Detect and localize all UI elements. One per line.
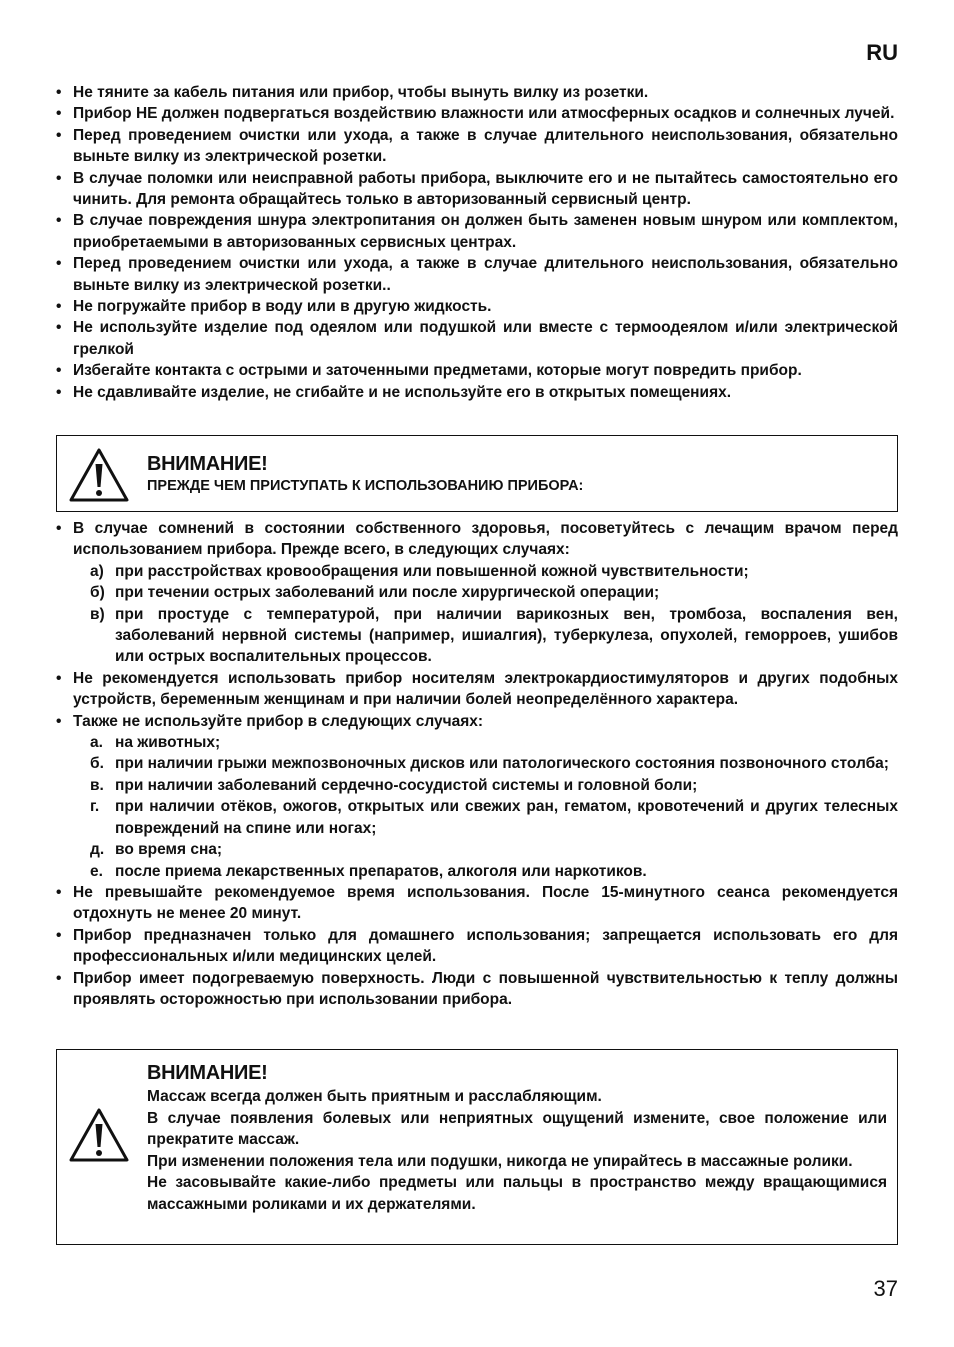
list-item: • Не рекомендуется использовать прибор носителям электрокардиостимуляторов и других подобных устройств, беременным женщинам и при наличии болей неопределённого характера. <box>56 668 898 711</box>
sub-list-text: во время сна; <box>115 841 223 859</box>
sub-list-marker: а) <box>90 562 104 580</box>
list-item <box>56 711 898 882</box>
sub-list-marker: б) <box>90 584 105 602</box>
list-item: • В случае повреждения шнура электропитания он должен быть заменен новым шнуром или комплектом, приобретаемыми в авторизованных сервисных центрах. <box>56 210 898 253</box>
sub-list-marker: е. <box>90 862 103 880</box>
list-item-text: В случае сомнений в состоянии собственного здоровья, посоветуйтесь с лечащим врачом перед использованием прибора. Прежде всего, в следующих случаях: <box>73 520 898 559</box>
list-item: • Перед проведением очистки или ухода, а также в случае длительного неиспользования, обязательно выньте вилку из электрической розетки.. <box>56 253 898 296</box>
page-number: 37 <box>873 1276 898 1301</box>
language-code: RU <box>866 40 898 65</box>
sub-list-text: при наличии отёков, ожогов, открытых или свежих ран, гематом, кровотечений и других телесных повреждений на спине или ногах; <box>115 798 898 837</box>
sub-list-item <box>90 796 898 839</box>
sub-list-item <box>90 604 898 668</box>
warning-box-before-use <box>56 435 898 512</box>
list-item: • Прибор предназначен только для домашнего использования; запрещается использовать его для профессиональных и/или медицинских целей. <box>56 925 898 968</box>
warning-body <box>147 1086 887 1215</box>
list-item: • Не превышайте рекомендуемое время использования. После 15-минутного сеанса рекомендуется отдохнуть не менее 20 минут. <box>56 882 898 925</box>
warning-paragraph: При изменении положения тела или подушки, никогда не упирайтесь в массажные ролики. <box>147 1152 853 1170</box>
sub-list-marker: б. <box>90 755 104 773</box>
list-item: • В случае поломки или неисправной работы прибора, выключите его и не пытайтесь самостоятельно его чинить. Для ремонта обращайтесь только в авторизованный сервисный центр. <box>56 168 898 211</box>
sub-list-text: при расстройствах кровообращения или повышенной кожной чувствительности; <box>115 562 749 580</box>
sub-list-item <box>90 753 898 774</box>
sub-list-item <box>90 839 898 860</box>
list-item-text: Также не используйте прибор в следующих случаях: <box>73 712 484 730</box>
sub-list-text: при наличии заболеваний сердечно-сосудистой системы и головной боли; <box>115 776 698 794</box>
warning-triangle-icon <box>67 1106 131 1164</box>
list-item: • Прибор НЕ должен подвергаться воздействию влажности или атмосферных осадков и солнечных лучей. <box>56 103 898 124</box>
list-item: • Перед проведением очистки или ухода, а также в случае длительного неиспользования, обязательно выньте вилку из электрической розетки. <box>56 125 898 168</box>
sub-list-item <box>90 775 898 796</box>
sub-list-text: при простуде с температурой, при наличии варикозных вен, тромбоза, воспаления вен, заболеваний нервной системы (например, ишиалгия), туберкулеза, опухолей, геморроев, ушибов или острых воспалительных процессов. <box>115 605 898 666</box>
warning-subtitle: ПРЕЖДЕ ЧЕМ ПРИСТУПАТЬ К ИСПОЛЬЗОВАНИЮ ПРИБОРА: <box>147 478 584 494</box>
list-item <box>56 518 898 668</box>
sub-list-text: при наличии грыжи межпозвоночных дисков или патологического состояния позвоночного столба; <box>115 755 889 773</box>
list-item: • Не тяните за кабель питания или прибор, чтобы вынуть вилку из розетки. <box>56 82 898 103</box>
list-item: • Не используйте изделие под одеялом или подушкой или вместе с термоодеялом и/или электрической грелкой <box>56 317 898 360</box>
safety-list-middle <box>56 518 898 1010</box>
sub-list-item <box>90 561 898 582</box>
warning-title: ВНИМАНИЕ! <box>147 453 268 475</box>
list-item: • Не погружайте прибор в воду или в другую жидкость. <box>56 296 898 317</box>
warning-title: ВНИМАНИЕ! <box>147 1062 268 1084</box>
sub-list-marker: в. <box>90 776 104 794</box>
sub-list-text: при течении острых заболеваний или после хирургической операции; <box>115 584 660 602</box>
sub-list-marker: г. <box>90 798 100 816</box>
list-item: • Не сдавливайте изделие, не сгибайте и не используйте его в открытых помещениях. <box>56 382 898 403</box>
sub-list-marker: в) <box>90 605 105 623</box>
sub-list-item <box>90 732 898 753</box>
sub-list-item <box>90 582 898 603</box>
warning-box-massage <box>56 1049 898 1245</box>
warning-paragraph: В случае появления болевых или неприятных ощущений измените, свое положение или прекратите массаж. <box>147 1109 887 1148</box>
sub-list-item <box>90 861 898 882</box>
sub-list-text: на животных; <box>115 734 221 752</box>
warning-paragraph: Не засовывайте какие-либо предметы или пальцы в пространство между вращающимися массажными роликами и их держателями. <box>147 1174 887 1213</box>
list-item: • Прибор имеет подогреваемую поверхность. Люди с повышенной чувствительностью к теплу должны проявлять осторожностью при использовании прибора. <box>56 968 898 1011</box>
sub-list-text: после приема лекарственных препаратов, алкоголя или наркотиков. <box>115 862 647 880</box>
warning-paragraph: Массаж всегда должен быть приятным и расслабляющим. <box>147 1088 602 1105</box>
safety-list-top <box>56 82 898 403</box>
sub-list-marker: а. <box>90 734 103 752</box>
warning-triangle-icon <box>67 446 131 504</box>
list-item: • Избегайте контакта с острыми и заточенными предметами, которые могут повредить прибор. <box>56 360 898 381</box>
sub-list-marker: д. <box>90 841 105 859</box>
